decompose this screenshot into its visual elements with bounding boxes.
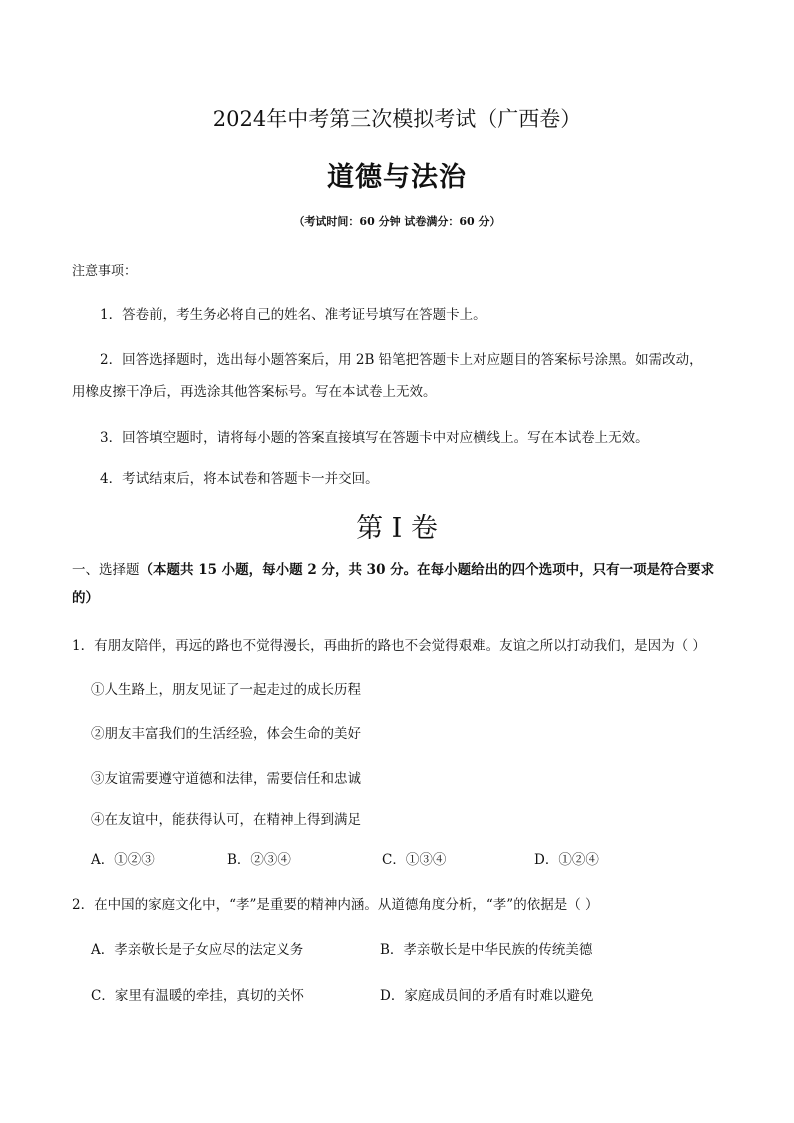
question-1-option-d: D．①②④ xyxy=(534,852,599,868)
subject-title: 道德与法治 xyxy=(327,162,467,193)
question-2-option-a: A．孝亲敬长是子女应尽的法定义务 xyxy=(91,942,304,958)
notice-item-2-line-2: 用橡皮擦干净后，再选涂其他答案标号。写在本试卷上无效。 xyxy=(72,384,437,400)
notice-item-2-line-1: 2．回答选择题时，选出每小题答案后，用 2B 铅笔把答题卡上对应题目的答案标号涂黑。如需改动， xyxy=(100,352,703,368)
question-1-statement-3: ③友谊需要遵守道德和法律，需要信任和忠诚 xyxy=(91,771,361,787)
notice-item-1: 1．答卷前，考生务必将自己的姓名、准考证号填写在答题卡上。 xyxy=(100,307,487,323)
volume-heading: 第 I 卷 xyxy=(356,513,438,544)
question-2-option-d: D．家庭成员间的矛盾有时难以避免 xyxy=(380,988,594,1004)
question-1-statement-4: ④在友谊中，能获得认可，在精神上得到满足 xyxy=(91,812,361,828)
question-1-option-c: C．①③④ xyxy=(382,852,447,868)
section-heading xyxy=(72,558,714,578)
notice-item-4: 4．考试结束后，将本试卷和答题卡一并交回。 xyxy=(100,471,379,487)
question-1-statement-1: ①人生路上，朋友见证了一起走过的成长历程 xyxy=(91,682,361,698)
section-prefix: 一、选择题 xyxy=(72,562,140,578)
exam-info: （考试时间：60 分钟 试卷满分：60 分） xyxy=(293,215,501,228)
notice-item-3: 3．回答填空题时，请将每小题的答案直接填写在答题卡中对应横线上。写在本试卷上无效。 xyxy=(100,430,649,446)
question-1-option-a: A．①②③ xyxy=(91,852,155,868)
question-1-statement-2: ②朋友丰富我们的生活经验，体会生命的美好 xyxy=(91,726,361,742)
question-2-option-b: B．孝亲敬长是中华民族的传统美德 xyxy=(380,942,593,958)
question-1-option-b: B．②③④ xyxy=(227,852,291,868)
question-1-stem: 1．有朋友陪伴，再远的路也不觉得漫长，再曲折的路也不会觉得艰难。友谊之所以打动我们，是因为（ ） xyxy=(72,638,706,654)
exam-title: 2024年中考第三次模拟考试（广西卷） xyxy=(212,107,582,131)
notice-heading: 注意事项： xyxy=(72,264,138,279)
section-heading-line-2: 的） xyxy=(72,590,99,606)
question-2-stem: 2．在中国的家庭文化中，“孝”是重要的精神内涵。从道德角度分析，“孝”的依据是（ ） xyxy=(72,897,599,913)
section-instructions: （本题共 15 小题，每小题 2 分，共 30 分。在每小题给出的四个选项中，只有一项是符合要求 xyxy=(139,562,715,578)
question-2-option-c: C．家里有温暖的牵挂，真切的关怀 xyxy=(91,988,304,1004)
